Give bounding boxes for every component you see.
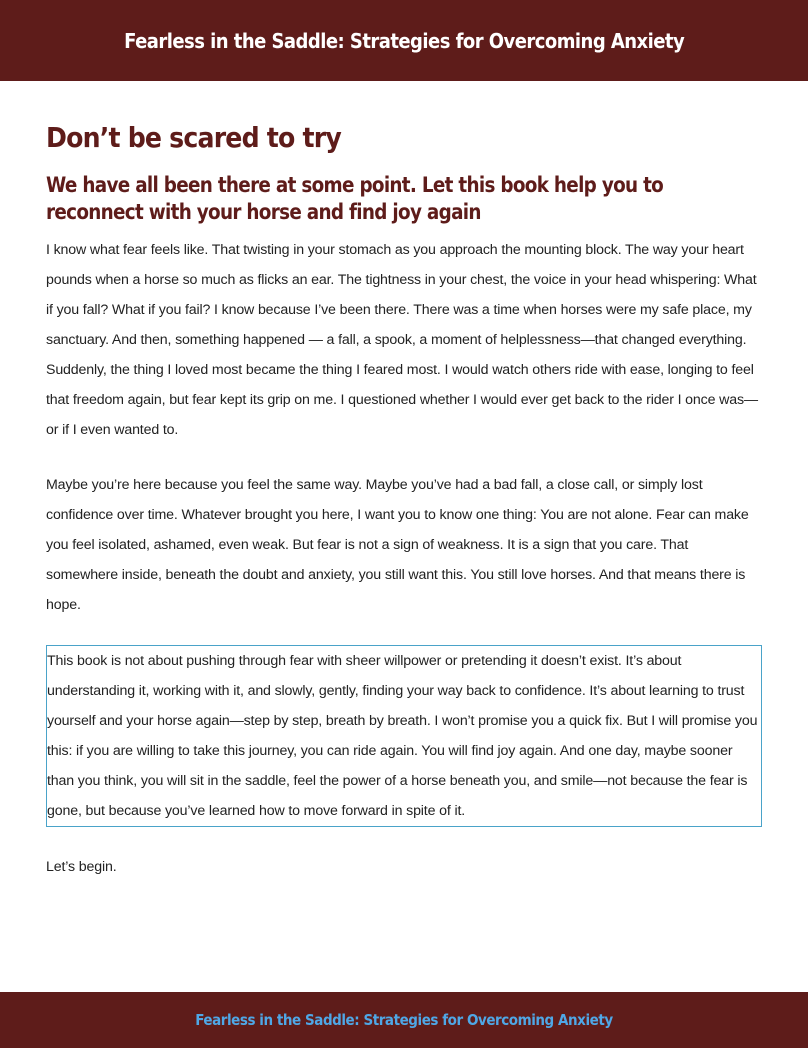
page-footer — [0, 992, 808, 1048]
footer-title: Fearless in the Saddle: Strategies for Overcoming Anxiety — [195, 1011, 613, 1029]
selected-paragraph-box[interactable] — [46, 645, 762, 827]
paragraph-3[interactable]: This book is not about pushing through fear with sheer willpower or pretending it doesn’t exist. It’s about understanding it, working with it, and slowly, gently, finding your way back to confidence. It’s about learning to trust yourself and your horse again—step by step, breath by breath. I won’t promise you a quick fix. But I will promise you this: if you are willing to take this journey, you can ride again. You will find joy again. And one day, maybe sooner than you think, you will sit in the saddle, feel the power of a horse beneath you, and smile—not because the fear is gone, but because you’ve learned how to move forward in spite of it. — [47, 653, 758, 819]
paragraph-1: I know what fear feels like. That twisting in your stomach as you approach the mounting block. The way your heart pounds when a horse so much as flicks an ear. The tightness in your chest, the voice in your head whispering: What if you fall? What if you fail? I know because I’ve been there. There was a time when horses were my safe place, my sanctuary. And then, something happened — a fall, a spook, a moment of helplessness—that changed everything. Suddenly, the thing I loved most became the thing I feared most. I would watch others ride with ease, longing to feel that freedom again, but fear kept its grip on me. I questioned whether I would ever get back to the rider I once was—or if I even wanted to. — [46, 242, 758, 438]
page-subheading: We have all been there at some point. Let this book help you to reconnect with your horse and find joy again — [46, 173, 664, 224]
main-content — [46, 120, 762, 882]
paragraph-2: Maybe you’re here because you feel the same way. Maybe you’ve had a bad fall, a close call, or simply lost confidence over time. Whatever brought you here, I want you to know one thing: You are not alone. Fear can make you feel isolated, ashamed, even weak. But fear is not a sign of weakness. It is a sign that you care. That somewhere inside, beneath the doubt and anxiety, you still want this. You still love horses. And that means there is hope. — [46, 477, 749, 613]
page-heading: Don’t be scared to try — [46, 121, 341, 154]
page-header — [0, 0, 808, 81]
paragraph-4: Let’s begin. — [46, 859, 117, 875]
header-title: Fearless in the Saddle: Strategies for Overcoming Anxiety — [123, 28, 685, 53]
